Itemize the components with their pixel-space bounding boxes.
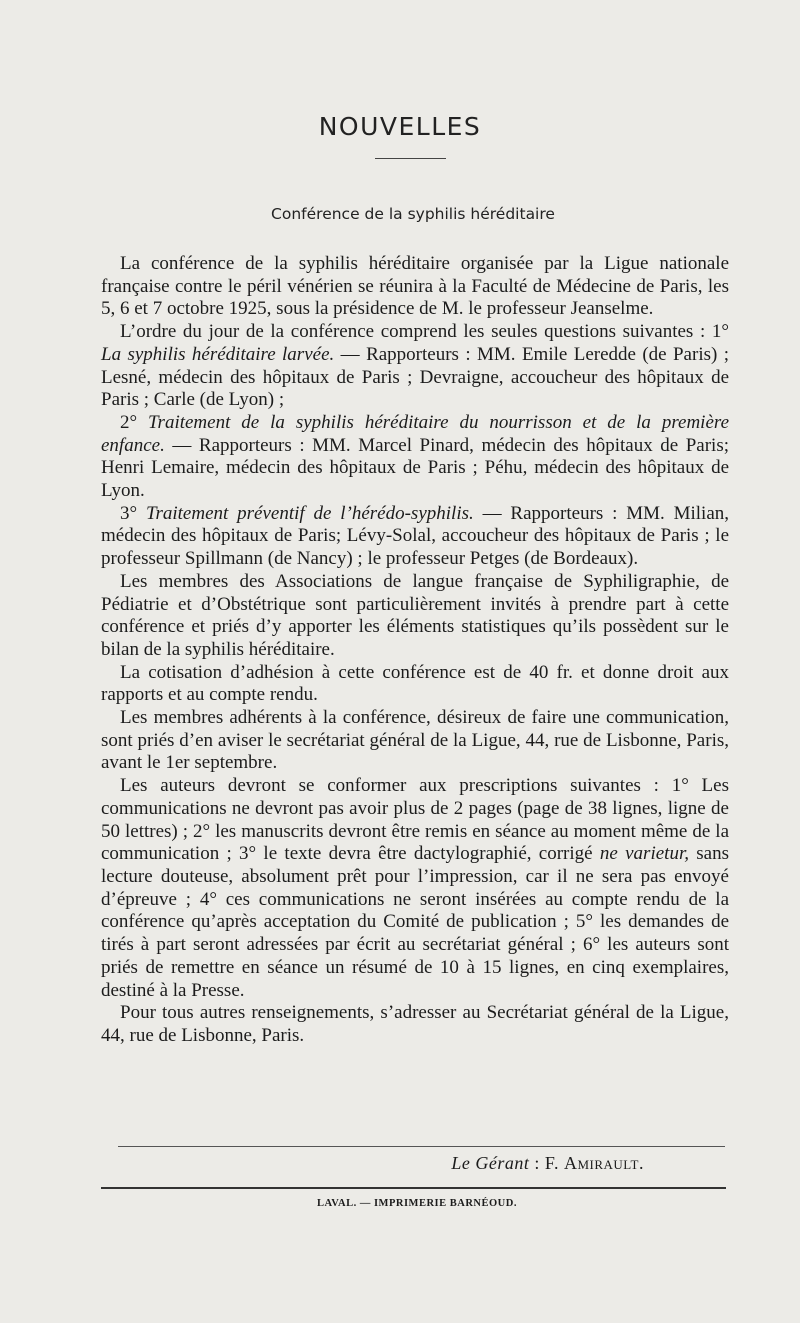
paragraph: La conférence de la syphilis héréditaire organisée par la Ligue nationale française contre le péril vénérien se réunira à la Faculté de Médecine de Paris, les 5, 6 et 7 octobre 1925, sous la présidence de M. le professeur Jeanselme. (101, 253, 729, 320)
paragraph: Pour tous autres renseignements, s’adresser au Secrétariat général de la Ligue, 44, rue de Lisbonne, Paris. (101, 1002, 729, 1046)
agenda-item-title: Traitement préventif de l’hérédo-syphilis. (145, 502, 474, 524)
paragraph: Les membres adhérents à la conférence, désireux de faire une communication, sont priés d’en aviser le secrétariat général de la Ligue, 44, rue de Lisbonne, Paris, avant le 1er septembre. (101, 707, 729, 774)
heading-rule (375, 158, 446, 159)
printer-imprint: LAVAL. — IMPRIMERIE BARNÉOUD. (317, 1198, 517, 1209)
paragraph: L’ordre du jour de la conférence comprend les seules questions suivantes : 1° La syphilis héréditaire larvée. — Rapporteurs : MM. Emile Leredde (de Paris) ; Lesné, médecin des hôpitaux de Paris ; Devraigne, accoucheur des hôpitaux de Paris ; Carle (de Lyon) ; (101, 321, 729, 411)
section-heading: NOUVELLES (318, 112, 482, 141)
paragraph: 2° Traitement de la syphilis héréditaire du nourrisson et de la première enfance. — Rapporteurs : MM. Marcel Pinard, médecin des hôpitaux de Paris; Henri Lemaire, médecin des hôpitaux de Paris ; Péhu, médecin des hôpitaux de Lyon. (101, 411, 730, 502)
article-body (101, 253, 729, 1048)
agenda-item-title: Traitement de la syphilis héréditaire du nourrisson et de la première enfance. (101, 411, 730, 456)
signature-rule-top (118, 1146, 725, 1147)
paragraph: 3° Traitement préventif de l’hérédo-syphilis. — Rapporteurs : MM. Milian, médecin des hôpitaux de Paris; Lévy-Solal, accoucheur des hôpitaux de Paris ; le professeur Spillmann (de Nancy) ; le professeur Petges (de Bordeaux). (101, 502, 730, 570)
signature-rule-bottom (101, 1187, 726, 1189)
paragraph: La cotisation d’adhésion à cette conférence est de 40 fr. et donne droit aux rapports et au compte rendu. (101, 661, 729, 706)
signature-name: Amirault (563, 1153, 639, 1173)
paragraph: Les auteurs devront se conformer aux prescriptions suivantes : 1° Les communications ne devront pas avoir plus de 2 pages (page de 38 lignes, ligne de 50 lettres) ; 2° les manuscrits devront être remis en séance au moment même de la communication ; 3° le texte devra être dactylographié, corrigé ne varietur, sans lecture douteuse, absolument prêt pour l’impression, car il ne sera pas envoyé d’épreuve ; 4° ces communications ne seront insérées au compte rendu de la conférence qu’après acceptation du Comité de publication ; 5° les demandes de tirés à part seront adressées par écrit au secrétariat général ; 6° les auteurs sont priés de remettre en séance un résumé de 10 à 15 lignes, en cinq exemplaires, destiné à la Presse. (101, 775, 730, 1001)
paragraph: Les membres des Associations de langue française de Syphiligraphie, de Pédiatrie et d’Obstétrique sont particulièrement invités à prendre part à cette conférence et priés d’y apporter les éléments statistiques qu’ils possèdent sur le bilan de la syphilis héréditaire. (101, 570, 729, 660)
agenda-item-title: La syphilis héréditaire larvée. (101, 343, 335, 365)
signature-label: Le Gérant (451, 1153, 530, 1173)
signature-line: Le Gérant : F. Amirault. (451, 1153, 644, 1173)
article-title: Conférence de la syphilis héréditaire (271, 205, 555, 223)
latin-phrase: ne varietur, (599, 843, 689, 865)
